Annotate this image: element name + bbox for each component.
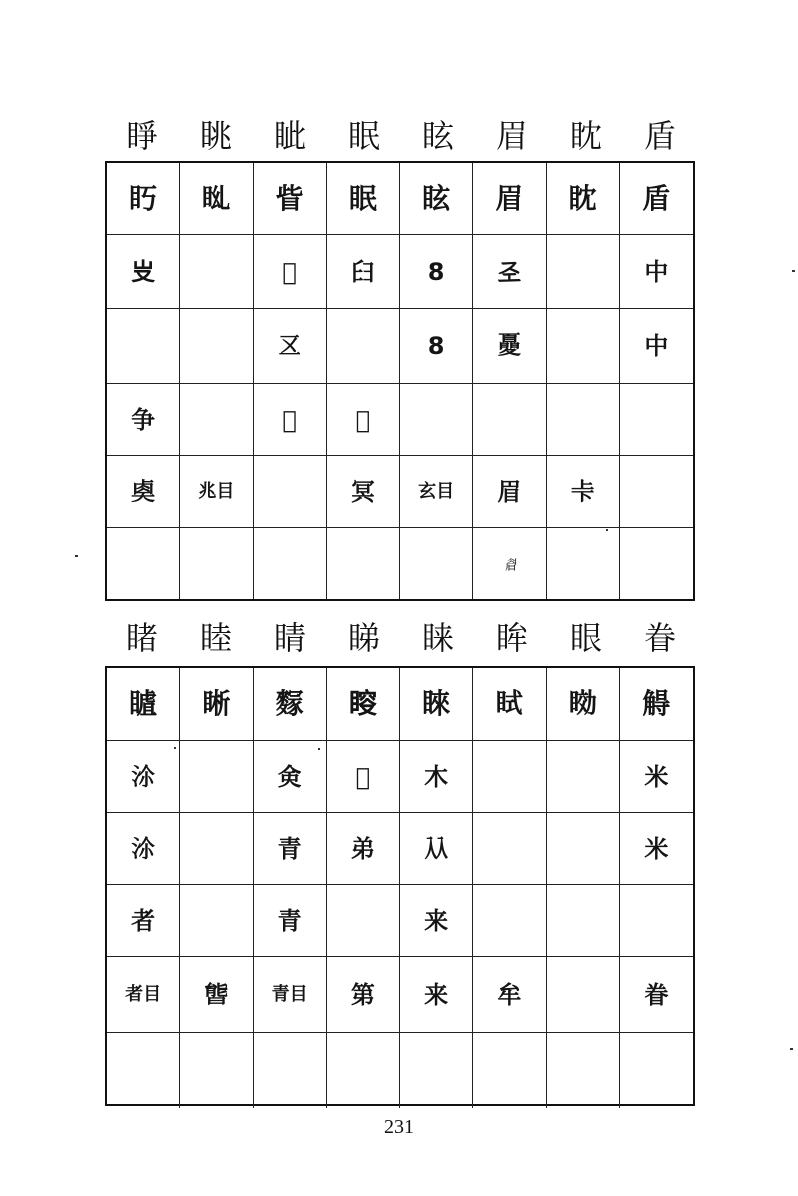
table-cell bbox=[473, 309, 546, 384]
table-cell bbox=[620, 163, 693, 235]
table-cell bbox=[254, 163, 327, 235]
table-cell bbox=[400, 668, 473, 741]
script-glyph: 中 bbox=[644, 257, 669, 286]
scan-speck bbox=[606, 529, 608, 531]
table-cell bbox=[547, 163, 620, 235]
script-glyph: 𠄡 bbox=[277, 332, 302, 360]
table-cell bbox=[327, 885, 400, 957]
table-cell bbox=[180, 885, 253, 957]
table-cell bbox=[547, 885, 620, 957]
script-glyph: 弟 bbox=[350, 834, 375, 863]
header-char: 眼 bbox=[569, 619, 602, 657]
table-cell bbox=[473, 163, 546, 235]
script-glyph: 青目 bbox=[271, 983, 308, 1005]
table-cell bbox=[107, 813, 180, 885]
header-char: 盾 bbox=[643, 117, 676, 155]
table-cell bbox=[180, 235, 253, 309]
script-glyph: 青 bbox=[277, 906, 302, 935]
table-cell bbox=[327, 741, 400, 813]
script-glyph: 米 bbox=[644, 834, 669, 863]
script-glyph: 冥 bbox=[350, 477, 375, 506]
script-glyph: 眩 bbox=[422, 181, 451, 215]
table-cell bbox=[620, 741, 693, 813]
script-glyph: 兆目 bbox=[198, 480, 235, 502]
page-number: 231 bbox=[384, 1116, 414, 1138]
scan-speck bbox=[790, 1048, 793, 1050]
script-glyph: 眉 bbox=[497, 477, 522, 506]
table-cell bbox=[180, 813, 253, 885]
table-cell bbox=[400, 163, 473, 235]
table-cell bbox=[400, 1033, 473, 1108]
script-glyph: 𢑙 bbox=[355, 762, 371, 791]
table-cell bbox=[620, 456, 693, 528]
script-glyph: 𣳅 bbox=[131, 762, 156, 791]
table-cell bbox=[400, 528, 473, 599]
table-cell bbox=[400, 885, 473, 957]
script-glyph: 青 bbox=[277, 834, 302, 863]
scan-speck bbox=[174, 747, 176, 749]
header-char: 眦 bbox=[273, 117, 306, 155]
table-cell bbox=[107, 957, 180, 1033]
header-char: 眉 bbox=[495, 117, 528, 155]
table-cell bbox=[180, 528, 253, 599]
table-cell bbox=[254, 741, 327, 813]
script-glyph: 中 bbox=[644, 332, 669, 360]
header-char: 眠 bbox=[347, 117, 380, 155]
table-cell bbox=[400, 384, 473, 456]
section-1-script-table bbox=[105, 161, 695, 601]
header-char: 眩 bbox=[421, 117, 454, 155]
script-glyph: 眈 bbox=[568, 181, 597, 215]
script-glyph: 𥄩 bbox=[202, 181, 231, 215]
table-cell bbox=[547, 309, 620, 384]
table-cell bbox=[107, 309, 180, 384]
table-cell bbox=[107, 163, 180, 235]
script-glyph: 眷 bbox=[644, 980, 669, 1009]
table-cell bbox=[547, 528, 620, 599]
table-cell bbox=[254, 384, 327, 456]
table-cell bbox=[107, 235, 180, 309]
section-1-header bbox=[105, 111, 697, 161]
section-2-script-table bbox=[105, 666, 695, 1106]
script-glyph: 者目 bbox=[125, 983, 162, 1005]
table-cell bbox=[473, 957, 546, 1033]
script-glyph: 𥇟 bbox=[568, 687, 597, 720]
table-cell bbox=[254, 668, 327, 741]
script-glyph: 米 bbox=[644, 762, 669, 791]
table-cell bbox=[400, 813, 473, 885]
table-cell bbox=[547, 741, 620, 813]
table-cell bbox=[620, 957, 693, 1033]
script-glyph: 𦥑 bbox=[350, 257, 375, 286]
header-char: 睇 bbox=[347, 619, 380, 657]
scan-speck bbox=[75, 555, 78, 557]
table-cell bbox=[620, 885, 693, 957]
script-glyph: 睂 bbox=[501, 558, 517, 569]
script-glyph: 𠧗 bbox=[570, 477, 595, 506]
table-cell bbox=[473, 235, 546, 309]
script-glyph: 眥 bbox=[275, 181, 304, 215]
table-cell bbox=[254, 1033, 327, 1108]
script-glyph: 8 bbox=[427, 332, 445, 360]
table-cell bbox=[473, 1033, 546, 1108]
table-cell bbox=[547, 813, 620, 885]
header-char: 眸 bbox=[495, 619, 528, 657]
table-cell bbox=[400, 309, 473, 384]
table-cell bbox=[473, 528, 546, 599]
table-cell bbox=[473, 668, 546, 741]
script-glyph: 𣳅 bbox=[131, 834, 156, 863]
table-cell bbox=[547, 384, 620, 456]
table-cell bbox=[107, 456, 180, 528]
script-glyph: 第 bbox=[350, 980, 375, 1009]
script-glyph: 䁦 bbox=[129, 687, 158, 720]
table-cell bbox=[107, 741, 180, 813]
script-glyph: 𥇦 bbox=[202, 687, 231, 720]
table-cell bbox=[547, 957, 620, 1033]
table-cell bbox=[327, 163, 400, 235]
header-char: 眷 bbox=[643, 619, 676, 657]
table-cell bbox=[620, 668, 693, 741]
header-char: 睦 bbox=[199, 619, 232, 657]
header-char: 睛 bbox=[273, 619, 306, 657]
script-glyph: 眠 bbox=[348, 181, 377, 215]
script-glyph: 𥅞 bbox=[495, 687, 524, 720]
scan-speck bbox=[318, 748, 320, 750]
table-cell bbox=[254, 957, 327, 1033]
script-glyph: 8 bbox=[427, 257, 445, 286]
table-cell bbox=[107, 528, 180, 599]
header-char: 眈 bbox=[569, 117, 602, 155]
table-cell bbox=[180, 309, 253, 384]
script-glyph: 来 bbox=[424, 906, 449, 935]
script-glyph: 𡦹 bbox=[355, 405, 371, 434]
script-glyph: 䴿 bbox=[275, 687, 304, 720]
table-cell bbox=[107, 1033, 180, 1108]
script-glyph: 𥈃 bbox=[348, 687, 377, 720]
table-cell bbox=[620, 235, 693, 309]
table-cell bbox=[620, 813, 693, 885]
table-cell bbox=[620, 309, 693, 384]
script-glyph: 者 bbox=[131, 906, 156, 935]
table-cell bbox=[180, 163, 253, 235]
script-glyph: 盾 bbox=[642, 181, 671, 215]
script-glyph: 𣉘 bbox=[204, 980, 229, 1009]
table-cell bbox=[327, 1033, 400, 1108]
script-glyph: 𠬢 bbox=[131, 257, 156, 286]
table-cell bbox=[400, 957, 473, 1033]
table-cell bbox=[254, 309, 327, 384]
script-glyph: 争 bbox=[131, 405, 156, 434]
table-cell bbox=[180, 456, 253, 528]
script-glyph: 䀎 bbox=[129, 181, 158, 215]
table-cell bbox=[400, 456, 473, 528]
script-glyph: 木 bbox=[424, 762, 449, 791]
table-cell bbox=[254, 885, 327, 957]
header-char: 睹 bbox=[125, 619, 158, 657]
table-cell bbox=[327, 813, 400, 885]
script-glyph: 眉 bbox=[495, 181, 524, 215]
table-cell bbox=[400, 235, 473, 309]
header-char: 睐 bbox=[421, 619, 454, 657]
table-cell bbox=[107, 668, 180, 741]
table-cell bbox=[327, 957, 400, 1033]
table-cell bbox=[180, 668, 253, 741]
table-cell bbox=[327, 528, 400, 599]
scan-speck bbox=[792, 270, 795, 272]
table-cell bbox=[254, 235, 327, 309]
table-cell bbox=[327, 456, 400, 528]
table-cell bbox=[327, 384, 400, 456]
script-glyph: 𠂌 bbox=[282, 405, 297, 434]
table-cell bbox=[473, 384, 546, 456]
table-cell bbox=[547, 456, 620, 528]
table-cell bbox=[180, 741, 253, 813]
table-cell bbox=[327, 235, 400, 309]
table-cell bbox=[254, 528, 327, 599]
script-glyph: 牟 bbox=[497, 980, 522, 1009]
table-cell bbox=[327, 309, 400, 384]
script-glyph: 𡙉 bbox=[131, 477, 156, 506]
table-cell bbox=[473, 813, 546, 885]
section-2-header bbox=[105, 613, 697, 663]
header-char: 睜 bbox=[125, 117, 158, 155]
table-cell bbox=[473, 885, 546, 957]
table-cell bbox=[620, 384, 693, 456]
script-glyph: 𡕾 bbox=[497, 332, 522, 360]
script-glyph: 䚟 bbox=[642, 687, 671, 720]
script-glyph: 睞 bbox=[422, 687, 451, 720]
table-cell bbox=[180, 1033, 253, 1108]
table-cell bbox=[107, 384, 180, 456]
table-cell bbox=[473, 741, 546, 813]
table-cell bbox=[620, 1033, 693, 1108]
table-cell bbox=[254, 456, 327, 528]
table-cell bbox=[400, 741, 473, 813]
script-glyph: 㑒 bbox=[277, 762, 302, 791]
script-glyph: 𠓜 bbox=[424, 834, 449, 863]
script-glyph: 玄目 bbox=[418, 480, 455, 502]
table-cell bbox=[254, 813, 327, 885]
table-cell bbox=[547, 668, 620, 741]
script-glyph: 𢀖 bbox=[497, 257, 522, 286]
header-char: 眺 bbox=[199, 117, 232, 155]
table-cell bbox=[327, 668, 400, 741]
script-glyph: 𠀉 bbox=[282, 257, 297, 286]
table-cell bbox=[107, 885, 180, 957]
table-cell bbox=[180, 384, 253, 456]
table-cell bbox=[547, 1033, 620, 1108]
table-cell bbox=[473, 456, 546, 528]
script-glyph: 来 bbox=[424, 980, 449, 1009]
table-cell bbox=[620, 528, 693, 599]
table-cell bbox=[547, 235, 620, 309]
table-cell bbox=[180, 957, 253, 1033]
